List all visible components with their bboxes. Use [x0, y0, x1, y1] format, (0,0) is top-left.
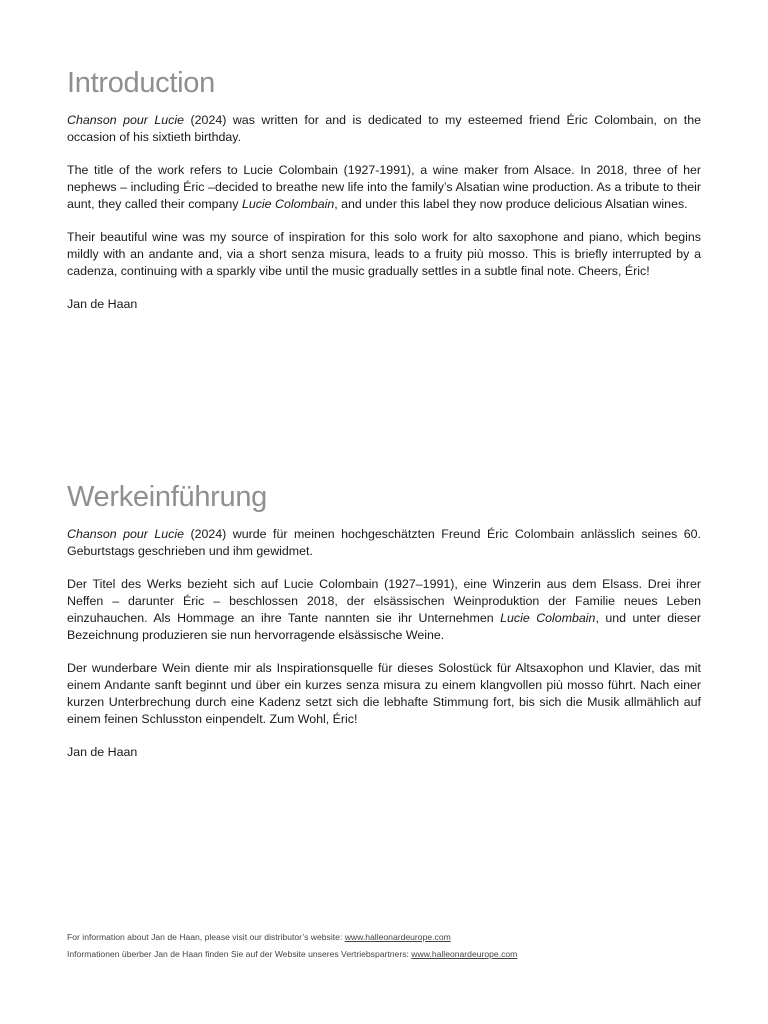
introduction-section: [67, 66, 701, 329]
intro-paragraph-3: Their beautiful wine was my source of inspiration for this solo work for alto saxophone and piano, which begins mildly with an andante and, via a short senza misura, leads to a fruity più mosso. This is briefly interrupted by a cadenza, continuing with a sparkly vibe until the music gradually settles in a subtle final note. Cheers, Éric!: [67, 230, 701, 278]
intro-signature: Jan de Haan: [67, 297, 138, 311]
intro-paragraph-2: [67, 162, 701, 213]
werk-signature: Jan de Haan: [67, 745, 138, 759]
werk-paragraph-1: [67, 526, 701, 560]
work-title: Chanson pour Lucie: [67, 527, 184, 541]
distributor-link-de[interactable]: www.halleonardeurope.com: [411, 949, 518, 959]
werkeinfuehrung-heading: Werkeinführung: [67, 481, 267, 513]
footer-line-german: [67, 946, 517, 963]
distributor-link-en[interactable]: www.halleonardeurope.com: [344, 932, 451, 942]
work-title: Chanson pour Lucie: [67, 113, 185, 127]
werk-paragraph-2: [67, 576, 701, 644]
introduction-heading: Introduction: [67, 67, 215, 99]
company-name: Lucie Colombain: [241, 197, 335, 211]
intro-p2-pre: The title of the work refers to Lucie Colombain (1927-1991), a wine maker from Alsace. In 2018, three of her nephews – including Éric –decided to breathe new life into the family’s Alsatian wine production. As a tribute to their aunt, they called their company: [67, 163, 701, 211]
intro-p2-post: , and under this label they now produce delicious Alsatian wines.: [334, 197, 688, 211]
footer-text-en: For information about Jan de Haan, please visit our distributor’s website:: [67, 932, 345, 942]
werk-p1-text: (2024) wurde für meinen hochgeschätzten Freund Éric Colombain anlässlich seines 60. Geburtstags geschrieben und ihm gewidmet.: [67, 527, 701, 558]
intro-p1-text: (2024) was written for and is dedicated to my esteemed friend Éric Colombain, on the occasion of his sixtieth birthday.: [67, 113, 701, 144]
werk-p2-pre: Der Titel des Werks bezieht sich auf Lucie Colombain (1927–1991), eine Winzerin aus dem Elsass. Drei ihrer Neffen – darunter Éric – beschlossen 2018, der elsässischen Weinproduktion der Familie neues Leben einzuhauchen. Als Hommage an ihre Tante nannten sie ihr Unternehmen: [67, 577, 701, 625]
werk-p2-post: , und unter dieser Bezeichnung produzieren sie nun hervorragende elsässische Weine.: [67, 611, 702, 642]
footer: [67, 929, 517, 963]
werkeinfuehrung-section: [67, 480, 701, 777]
footer-line-english: [67, 929, 517, 946]
werk-paragraph-3: Der wunderbare Wein diente mir als Inspirationsquelle für dieses Solostück für Altsaxophon und Klavier, das mit einem Andante sanft beginnt und über ein kurzes senza misura zu einem klangvollen più mosso führt. Nach einer kurzen Unterbrechung durch eine Kadenz setzt sich die lebhafte Stimmung fort, bis sich die Musik allmählich auf einem feinen Schlusston einpendelt. Zum Wohl, Éric!: [67, 661, 701, 726]
footer-text-de: Informationen überber Jan de Haan finden Sie auf der Website unseres Vertriebspartners:: [67, 949, 412, 959]
company-name: Lucie Colombain: [500, 611, 596, 625]
intro-paragraph-1: [67, 112, 701, 146]
